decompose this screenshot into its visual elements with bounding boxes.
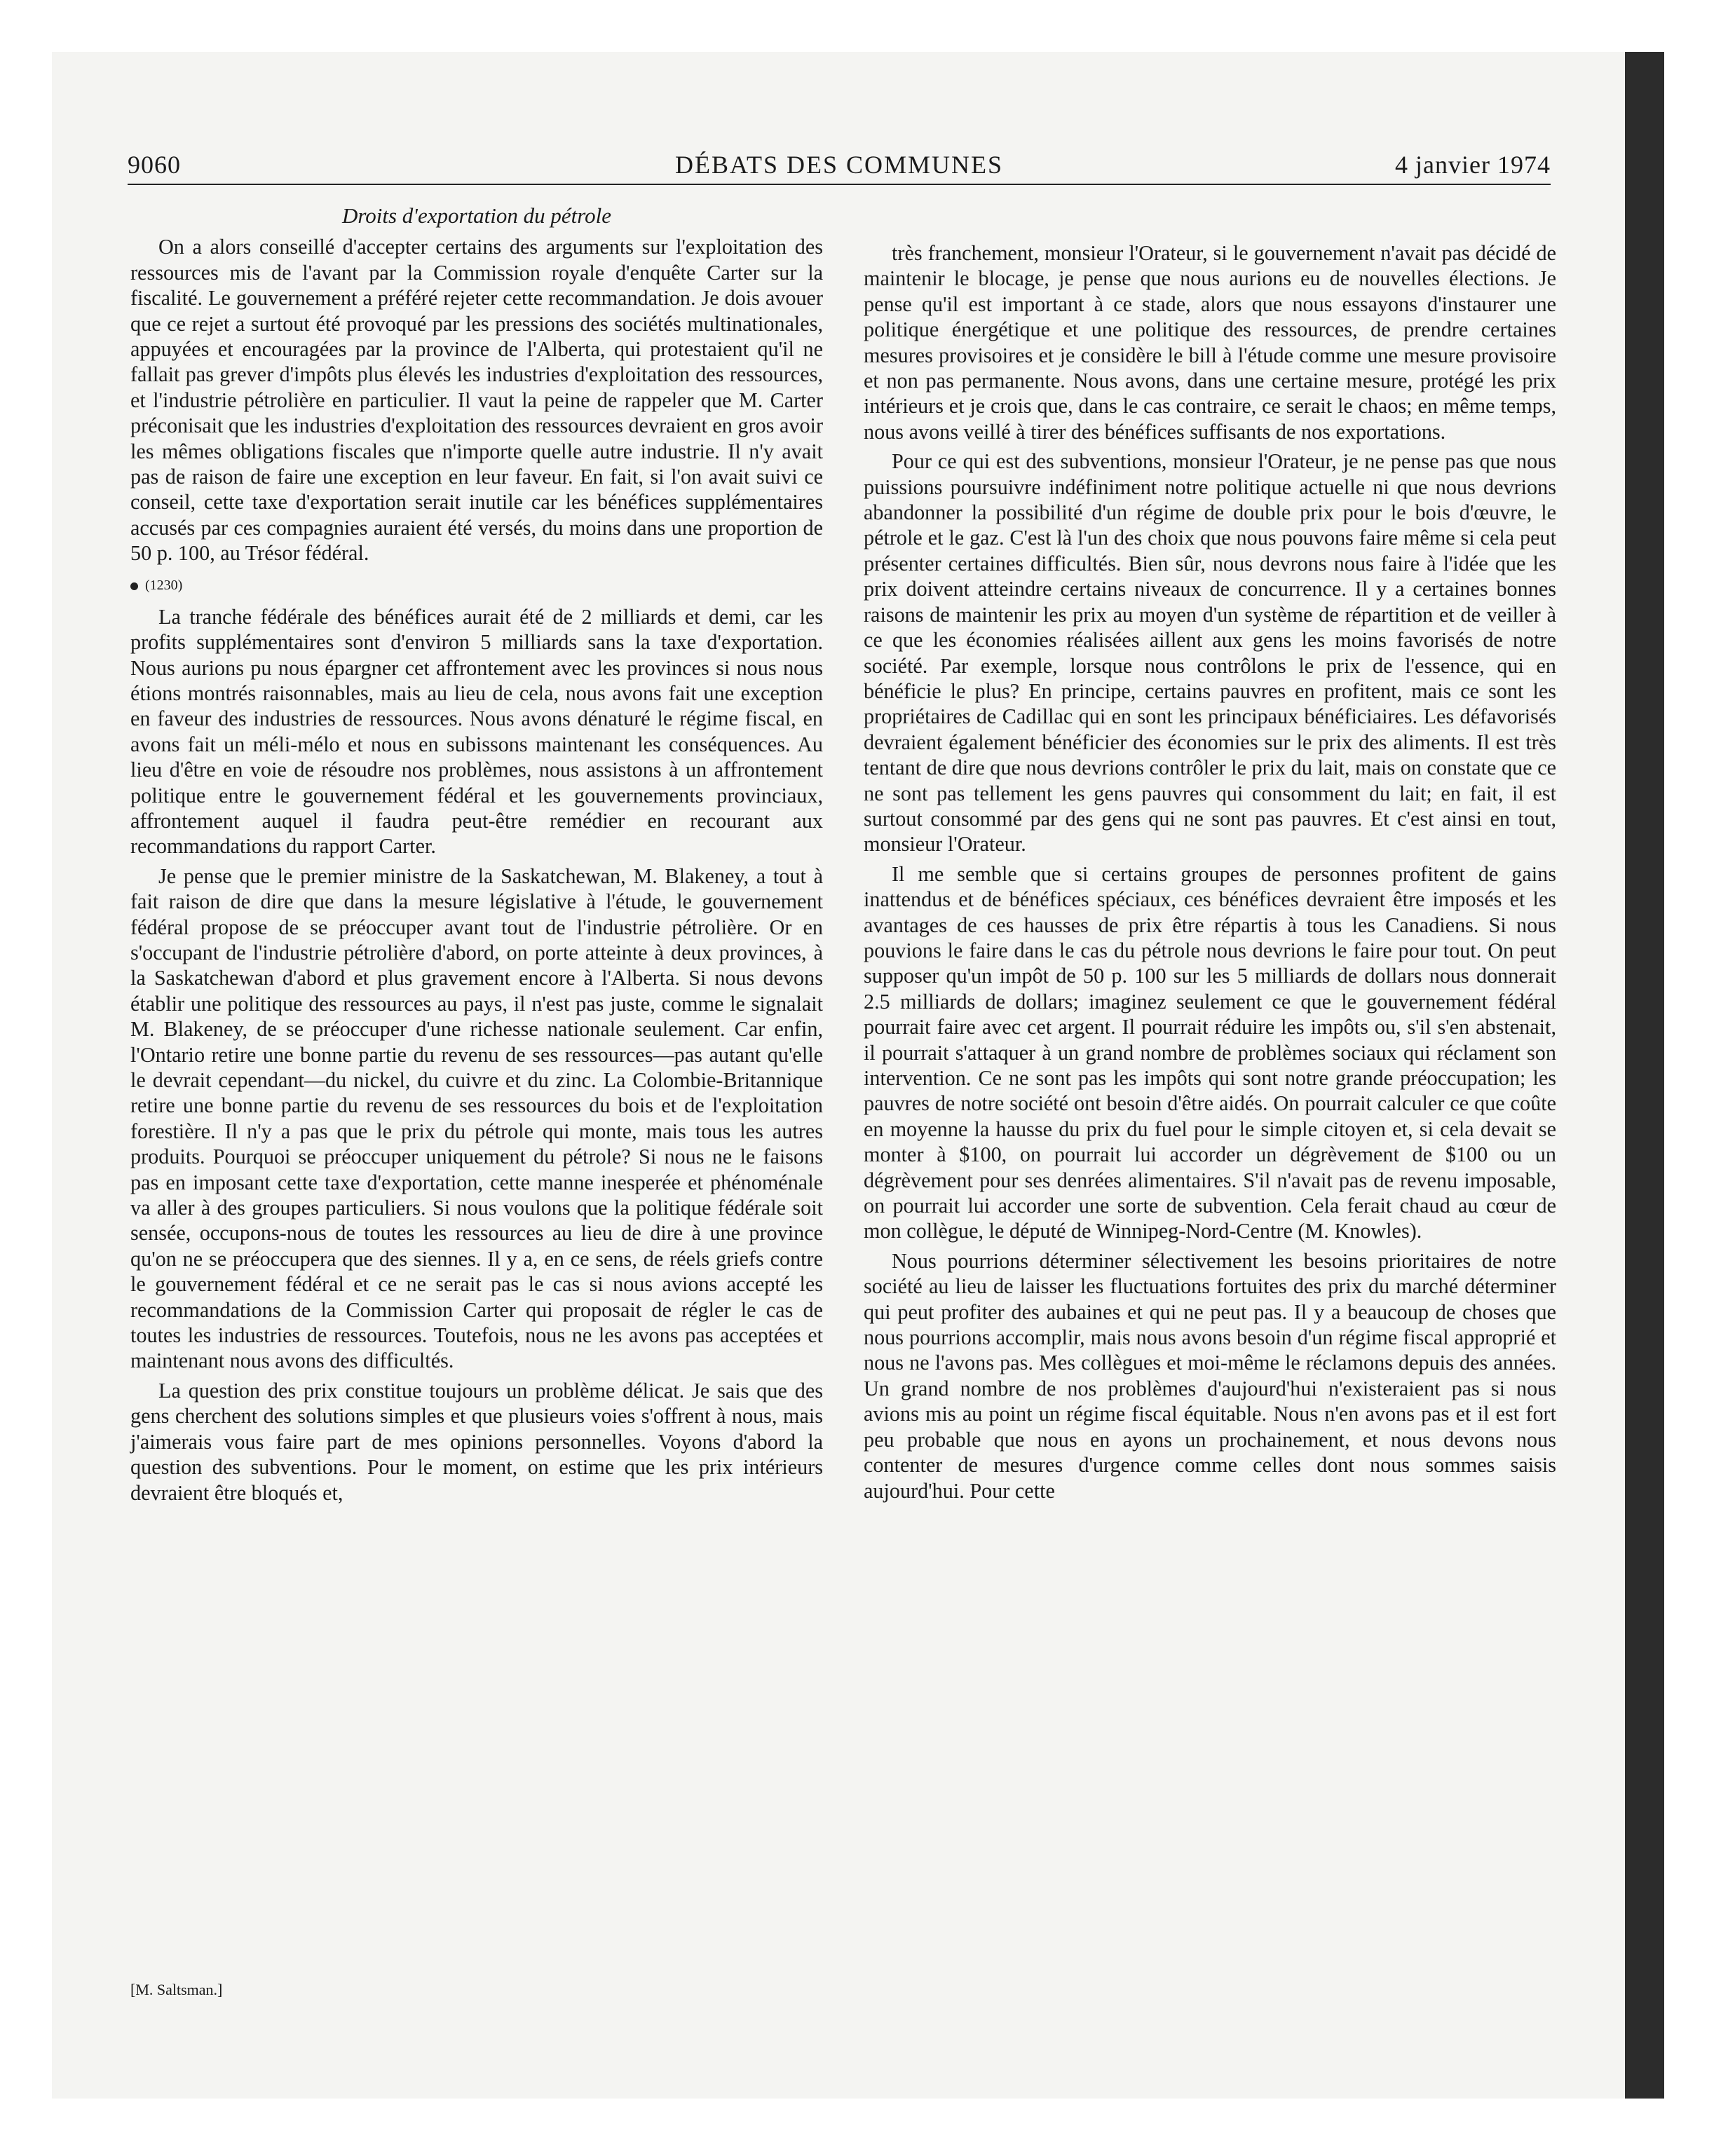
- page-header: [128, 147, 1551, 185]
- paragraph: très franchement, monsieur l'Orateur, si le gouvernement n'avait pas décidé de maintenir le blocage, je pense que nous aurions eu de nouvelles élections. Je pense qu'il est important à ce stade, alors que nous essayons d'instaurer une politique énergétique et une politique des ressources, de prendre certaines mesures provisoires et je considère le bill à l'étude comme une mesure provisoire et non pas permanente. Nous avons, dans une certaine mesure, protégé les prix intérieurs et je crois que, dans le cas contraire, ce serait le chaos; en même temps, nous avons veillé à tirer des bénéfices suffisants de nos exportations.: [864, 241, 1556, 444]
- paragraph: Pour ce qui est des subventions, monsieur l'Orateur, je ne pense pas que nous puissions poursuivre indéfiniment notre politique actuelle ni que nous devrions abandonner la possibilité d'un régime de double prix pour le bois d'œuvre, le pétrole et le gaz. C'est là l'un des choix que nous pouvons faire même si cela peut présenter certaines difficultés. Bien sûr, nous devrons nous faire à l'idée que les prix doivent atteindre certains niveaux de concurrence. Il y a certaines bonnes raisons de maintenir les prix au moyen d'un système de répartition et de veiller à ce que les économies réalisées aillent aux gens les moins favorisés de notre société. Par exemple, lorsque nous contrôlons le prix de l'essence, qui en bénéficie le plus? En principe, certains pauvres en profitent, mais ce sont les propriétaires de Cadillac qui en sont les principaux bénéficiaires. Les défavorisés devraient également bénéficier des économies sur le prix des aliments. Il est très tentant de dire que nous devrions contrôler le prix du lait, mais on constate que ce ne sont pas tellement les gens pauvres qui consomment du lait; en fait, il est surtout consommé par des gens qui ne sont pas pauvres. Et c'est ainsi en tout, monsieur l'Orateur.: [864, 449, 1556, 857]
- paragraph: La tranche fédérale des bénéfices aurait été de 2 milliards et demi, car les profits supplémentaires sont d'environ 5 milliards sans la taxe d'exportation. Nous aurions pu nous épargner cet affrontement avec les provinces si nous nous étions montrés raisonnables, mais au lieu de cela, nous avons fait une exception en faveur des industries de ressources. Nous avons dénaturé le régime fiscal, en avons fait un méli-mélo et nous en subissons maintenant les conséquences. Au lieu d'être en voie de résoudre nos problèmes, nous assistons à un affrontement politique entre le gouvernement fédéral et les gouvernements provinciaux, affrontement auquel il faudra peut-être remédier en recourant aux recommandations du rapport Carter.: [130, 604, 823, 859]
- page-date: 4 janvier 1974: [1395, 151, 1551, 179]
- paragraph: Nous pourrions déterminer sélectivement les besoins prioritaires de notre société au lieu de laisser les fluctuations fortuites des prix du marché déterminer qui peut profiter des aubaines et qui ne peut pas. Il y a beaucoup de choses que nous pourrions accomplir, mais nous avons besoin d'un régime fiscal approprié et nous ne l'avons pas. Mes collègues et moi-même le réclamons depuis des années. Un grand nombre de nos problèmes d'aujourd'hui n'existeraient pas si nous avions mis au point un régime fiscal équitable. Nous n'en avons pas et il est fort peu probable que nous en ayons un prochainement, et nous devons nous contenter de mesures d'urgence comme celles dont nous sommes saisis aujourd'hui. Pour cette: [864, 1248, 1556, 1503]
- paragraph: La question des prix constitue toujours un problème délicat. Je sais que des gens cherchent des solutions simples et que plusieurs voies s'offrent à nous, mais j'aimerais vous faire part de mes opinions personnelles. Voyons d'abord la question des subventions. Pour le moment, on estime que les prix intérieurs devraient être bloqués et,: [130, 1378, 823, 1505]
- bullet-icon: [130, 582, 138, 590]
- paragraph: Je pense que le premier ministre de la Saskatchewan, M. Blakeney, a tout à fait raison de dire que dans la mesure législative à l'étude, le gouvernement fédéral propose de se préoccuper avant tout de l'industrie pétrolière. Or en s'occupant de l'industrie pétrolière d'abord, on porte atteinte à deux provinces, à la Saskatchewan d'abord et plus gravement encore à l'Alberta. Si nous devons établir une politique des ressources au pays, il n'est pas juste, comme le signalait M. Blakeney, de se préoccuper d'une richesse nationale seulement. Car enfin, l'Ontario retire une bonne partie du revenu de ses ressources—pas autant qu'elle le devrait cependant—du nickel, du cuivre et du zinc. La Colombie-Britannique retire une bonne partie du revenu de ses ressources du bois et de l'exploitation forestière. Il n'y a pas que le prix du pétrole qui monte, mais tous les autres produits. Pourquoi se préoccuper uniquement du pétrole? Si nous ne le faisons pas en imposant cette taxe d'exportation, cette manne inesperée et phénoménale va aller à des groupes particuliers. Si nous voulons que la politique fédérale soit sensée, occupons-nous de toutes les ressources au lieu de dire à une province qu'on ne se préoccupera que des siennes. Il y a, en ce sens, de réels griefs contre le gouvernement fédéral et ce ne serait pas le cas si nous avions accepté les recommandations de la Commission Carter qui proposait de régler le cas de toutes les industries de ressources. Toutefois, nous ne les avons pas acceptées et maintenant nous avons des difficultés.: [130, 864, 823, 1373]
- speaker-attribution: [M. Saltsman.]: [130, 1981, 223, 1998]
- paragraph: Il me semble que si certains groupes de personnes profitent de gains inattendus et de bénéfices spéciaux, ces bénéfices devraient être imposés et les avantages de ces hausses de prix être répartis à tous les Canadiens. Si nous pouvions le faire dans le cas du pétrole nous devrions le faire pour tout. On peut supposer qu'un impôt de 50 p. 100 sur les 5 milliards de dollars nous donnerait 2.5 milliards de dollars; imaginez seulement ce que le gouvernement fédéral pourrait faire avec cet argent. Il pourrait réduire les impôts ou, s'il s'en abstenait, il pourrait s'attaquer à un grand nombre de problèmes sociaux qui réclament son intervention. Ce ne sont pas les impôts qui sont notre grande préoccupation; les pauvres de notre société ont besoin d'être aidés. On pourrait calculer ce que coûte en moyenne la hausse du prix du fuel pour le simple citoyen et, si cela devait se monter à $100, on pourrait lui accorder un dégrèvement de $100 ou un dégrèvement pour ses denrées alimentaires. S'il n'avait pas de revenu imposable, on pourrait lui accorder une sorte de subvention. Cela ferait chaud au cœur de mon collègue, le député de Winnipeg-Nord-Centre (M. Knowles).: [864, 861, 1556, 1243]
- left-column: [130, 203, 823, 1506]
- page-number: 9060: [128, 151, 181, 179]
- time-marker: [130, 576, 823, 594]
- section-title: Droits d'exportation du pétrole: [341, 203, 612, 228]
- scan-edge-shadow: [1625, 52, 1664, 2099]
- journal-title: DÉBATS DES COMMUNES: [674, 151, 1004, 179]
- time-marker-text: (1230): [145, 577, 183, 593]
- right-column: [864, 240, 1556, 1503]
- paragraph: On a alors conseillé d'accepter certains des arguments sur l'exploitation des ressources mis de l'avant par la Commission royale d'enquête Carter sur la fiscalité. Le gouvernement a préféré rejeter cette recommandation. Je dois avouer que ce rejet a surtout été provoqué par les pressions des sociétés multinationales, appuyées et encouragées par la province de l'Alberta, qui protestaient qu'il ne fallait pas grever d'impôts plus élevés les industries d'exploitation des ressources, et l'industrie pétrolière en particulier. Il vaut la peine de rappeler que M. Carter préconisait que les industries d'exploitation des ressources devraient en gros avoir les mêmes obligations fiscales que n'importe quelle autre industrie. Il n'y avait pas de raison de faire une exception en leur faveur. En fait, si l'on avait suivi ce conseil, cette taxe d'exportation serait inutile car les bénéfices supplémentaires accusés par ces compagnies auraient été versés, du moins dans une proportion de 50 p. 100, au Trésor fédéral.: [130, 235, 823, 566]
